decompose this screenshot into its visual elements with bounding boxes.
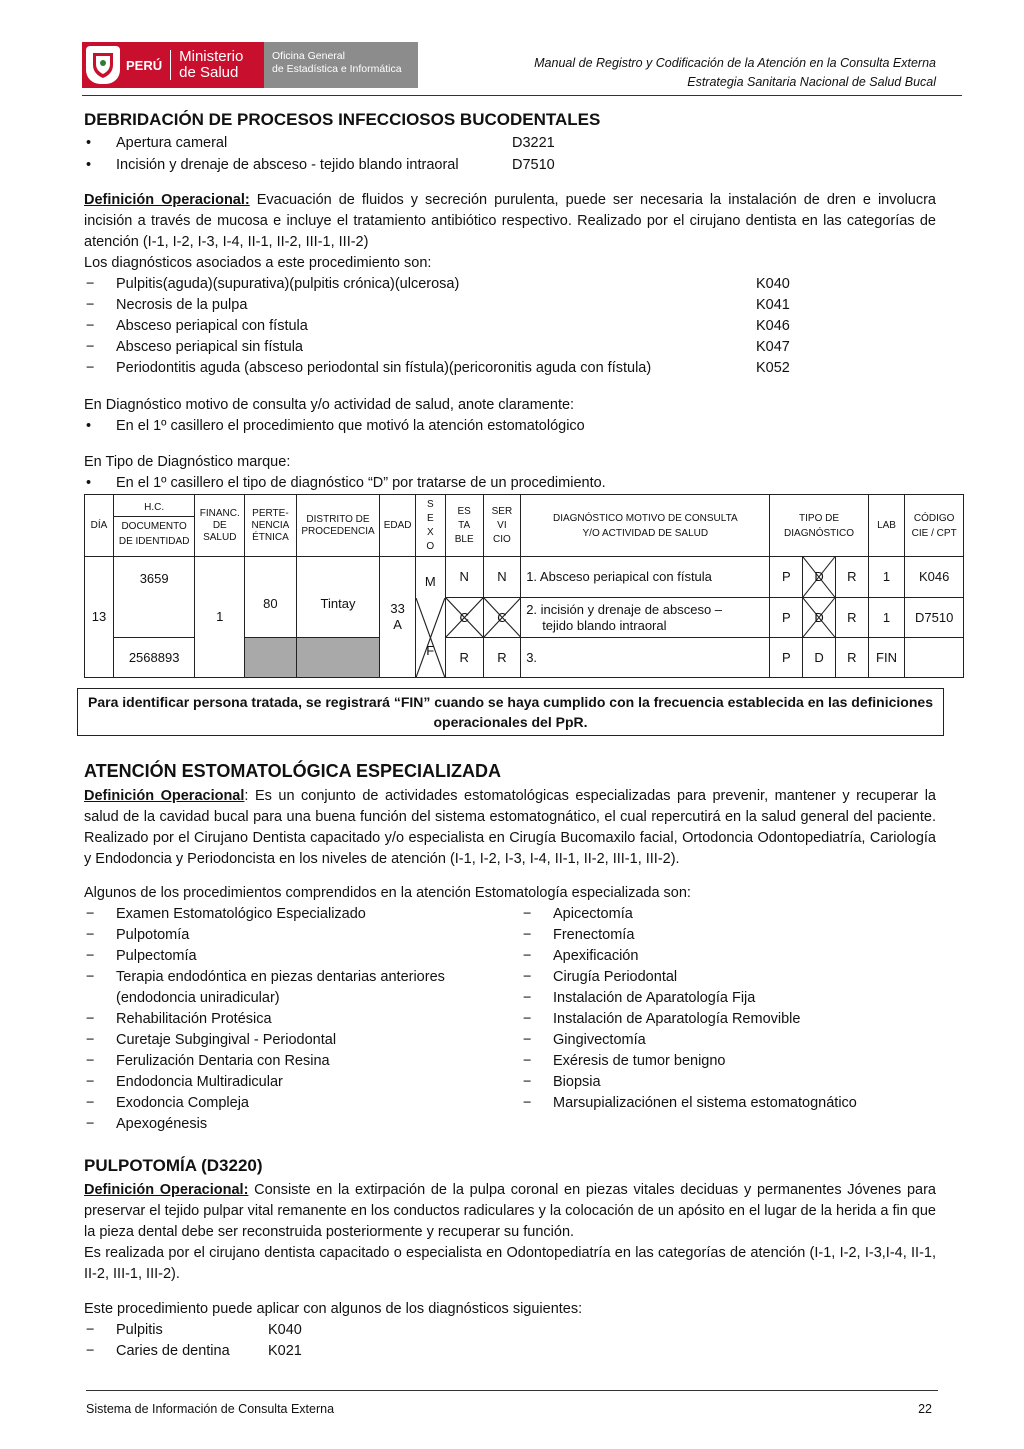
procedure-list-label: (endodoncia uniradicular) xyxy=(116,990,280,1006)
cell-hc: 3659 xyxy=(113,557,194,638)
pulpotomia-diag-intro: Este procedimiento puede aplicar con algunos de los diagnósticos siguientes: xyxy=(84,1301,583,1317)
definition-text: Consiste en la extirpación de la pulpa coronal en piezas vitales deciduas y permanentes Jóvenes para preservar el tejido pulpar vital remanente en los conductos radiculares y la colocación de un apósito en el lugar de la herida a fin que la pieza dental debe ser reconstruida posteriormente y recuperar su función. xyxy=(84,1182,936,1240)
cell-codigo: K046 xyxy=(905,557,964,598)
dash-bullet-icon: − xyxy=(523,1011,532,1027)
cell-dia: 13 xyxy=(85,557,114,678)
procedure-list-label: Apicectomía xyxy=(553,906,633,922)
dash-bullet-icon: − xyxy=(523,1095,532,1111)
procedure-list-label: Endodoncia Multiradicular xyxy=(116,1074,283,1090)
th-servicio: SER VI CIO xyxy=(483,495,521,557)
bullet-icon: • xyxy=(86,157,92,173)
th-sexo: S E X O xyxy=(415,495,445,557)
header-title xyxy=(534,54,936,92)
section-heading-debridacion: DEBRIDACIÓN DE PROCESOS INFECCIOSOS BUCODENTALES xyxy=(84,110,601,129)
definition-paragraph-2 xyxy=(84,786,936,870)
procedure-code: D3221 xyxy=(512,135,555,151)
procedure-list-item xyxy=(86,925,506,946)
procedure-list-label: Rehabilitación Protésica xyxy=(116,1011,272,1027)
procedure-list-label: Ferulización Dentaria con Resina xyxy=(116,1053,330,1069)
dash-bullet-icon: − xyxy=(86,1095,95,1111)
definition-paragraph-3 xyxy=(84,1180,936,1243)
procedure-list-item xyxy=(523,1072,943,1093)
procedure-list-item xyxy=(86,1114,506,1135)
cell-tipo-r: R xyxy=(835,557,868,598)
procedure-list-item xyxy=(523,1030,943,1051)
procedure-list-item xyxy=(86,1030,506,1051)
procedure-list-label: Instalación de Aparatología Removible xyxy=(553,1011,801,1027)
dash-bullet-icon: − xyxy=(523,969,532,985)
page-number: 22 xyxy=(918,1402,932,1416)
procedure-list-item xyxy=(86,946,506,967)
procedure-list-item xyxy=(523,1093,943,1114)
dash-bullet-icon: − xyxy=(523,927,532,943)
cell-distrito: Tintay xyxy=(296,557,380,638)
cell-distrito-shaded xyxy=(296,638,380,678)
th-tipo: TIPO DE DIAGNÓSTICO xyxy=(770,495,868,557)
th-distrito: DISTRITO DE PROCEDENCIA xyxy=(296,495,380,557)
dash-bullet-icon: − xyxy=(86,1074,95,1090)
dash-bullet-icon: − xyxy=(523,906,532,922)
procedure-list-item xyxy=(523,1009,943,1030)
procedure-code: D7510 xyxy=(512,157,555,173)
cell-diagnostico: 1. Absceso periapical con fístula xyxy=(521,557,770,598)
procedure-list-label: Biopsia xyxy=(553,1074,601,1090)
cell-tipo-r: R xyxy=(835,598,868,638)
cell-lab: 1 xyxy=(868,557,905,598)
procedure-list-item xyxy=(86,967,506,988)
bullet-icon: • xyxy=(86,475,92,491)
cell-estable: N xyxy=(445,557,483,598)
logo-peru: PERÚ xyxy=(126,57,163,73)
cell-sexo-f: F xyxy=(415,598,445,678)
procedure-list-item xyxy=(523,904,943,925)
cell-codigo: D7510 xyxy=(905,598,964,638)
logo-oficina-2: de Estadística e Informática xyxy=(272,63,402,75)
dash-bullet-icon: − xyxy=(86,1011,95,1027)
cell-etnia-shaded xyxy=(245,638,296,678)
procedure-list-label: Cirugía Periodontal xyxy=(553,969,678,985)
header-rule xyxy=(82,95,962,96)
th-edad: EDAD xyxy=(380,495,415,557)
logo-red-block xyxy=(82,42,264,88)
th-diagnostico: DIAGNÓSTICO MOTIVO DE CONSULTA Y/O ACTIVIDAD DE SALUD xyxy=(521,495,770,557)
cell-edad: 33 A xyxy=(380,557,415,678)
header-title-line-1: Manual de Registro y Codificación de la Atención en la Consulta Externa xyxy=(534,56,936,70)
dash-bullet-icon: − xyxy=(86,969,95,985)
logo-de-salud: de Salud xyxy=(179,64,239,81)
dash-bullet-icon: − xyxy=(86,1116,95,1132)
dash-bullet-icon: − xyxy=(86,906,95,922)
procedures-list-right xyxy=(523,904,943,1114)
procedure-list-item xyxy=(523,946,943,967)
cell-lab: 1 xyxy=(868,598,905,638)
procedure-list-label: Frenectomía xyxy=(553,927,635,943)
dash-bullet-icon: − xyxy=(523,990,532,1006)
definition-text: Evacuación de fluidos y secreción purulenta, puede ser necesaria la instalación de dren e involucra incisión a través de mucosa e incluye el tratamiento antibiótico respectivo. Realizado por el cirujano dentista en las categorías de atención (I-1, I-2, I-3, I-4, II-1, II-2, III-1, III-2) xyxy=(84,192,936,250)
section-heading-pulpotomia: PULPOTOMÍA (D3220) xyxy=(84,1156,263,1175)
dash-bullet-icon: − xyxy=(86,1053,95,1069)
cell-sexo-m: M xyxy=(415,557,445,598)
cell-tipo-d: D xyxy=(803,557,836,598)
dash-bullet-icon: − xyxy=(86,1032,95,1048)
cell-lab: FIN xyxy=(868,638,905,678)
th-codigo: CÓDIGO CIE / CPT xyxy=(905,495,964,557)
cell-diagnostico: 2. incisión y drenaje de absceso – tejido blando intraoral xyxy=(521,598,770,638)
dash-bullet-icon: − xyxy=(523,1053,532,1069)
cell-tipo-d: D xyxy=(803,598,836,638)
procedure-label: Incisión y drenaje de absceso - tejido blando intraoral xyxy=(116,157,459,173)
cell-documento: 2568893 xyxy=(113,638,194,678)
cell-estable: R xyxy=(445,638,483,678)
cross-mark-icon xyxy=(416,598,445,678)
header-title-line-2: Estrategia Sanitaria Nacional de Salud Bucal xyxy=(687,75,936,89)
procedure-list-label: Pulpectomía xyxy=(116,948,197,964)
procedure-list-label: Examen Estomatológico Especializado xyxy=(116,906,366,922)
tipo-intro: En Tipo de Diagnóstico marque: xyxy=(84,454,291,470)
dash-bullet-icon: − xyxy=(86,927,95,943)
procedure-list-label: Exodoncia Compleja xyxy=(116,1095,249,1111)
procedure-list-label: Instalación de Aparatología Fija xyxy=(553,990,756,1006)
procedure-list-label: Curetaje Subgingival - Periodontal xyxy=(116,1032,337,1048)
procedure-list-label: Terapia endodóntica en piezas dentarias anteriores xyxy=(116,969,445,985)
procedure-list-label: Gingivectomía xyxy=(553,1032,646,1048)
cell-tipo-p: P xyxy=(770,557,803,598)
cell-etnia: 80 xyxy=(245,557,296,638)
th-etnia: PERTE-NENCIA ÉTNICA xyxy=(245,495,296,557)
th-dia: DÍA xyxy=(85,495,114,557)
logo-ministerio: Ministerio xyxy=(179,48,244,65)
cell-tipo-p: P xyxy=(770,638,803,678)
logo-oficina-1: Oficina General xyxy=(272,50,345,62)
footer-system-name: Sistema de Información de Consulta Externa xyxy=(86,1402,335,1416)
dash-bullet-icon: − xyxy=(523,1074,532,1090)
registration-table xyxy=(84,494,964,678)
cell-financ: 1 xyxy=(195,557,245,678)
procedure-label: Apertura cameral xyxy=(116,135,228,151)
definition-text: : Es un conjunto de actividades estomatológicas especializadas para prevenir, mantener y recuperar la salud de la cavidad bucal para una buena función del sistema estomatognático, el cual repercutirá en la salud general del paciente. Realizado por el Cirujano Dentista capacitado y/o especialista en Cirugía Bucomaxilo facial, Ortodoncia Odontopediatría, Cariología y Endodoncia y Periodoncista en los niveles de atención (I-1, I-2, I-3, I-4, II-1, II-2, III-1, III-2). xyxy=(84,788,936,867)
procedures-list-left xyxy=(86,904,506,1135)
procedure-list-item xyxy=(86,1009,506,1030)
dash-bullet-icon: − xyxy=(523,948,532,964)
procedure-list-label: Exéresis de tumor benigno xyxy=(553,1053,726,1069)
diagnoses-intro: Los diagnósticos asociados a este procedimiento son: xyxy=(84,255,432,271)
procedure-list-label: Apexogénesis xyxy=(116,1116,208,1132)
pulpotomia-paragraph-2: Es realizada por el cirujano dentista capacitado o especialista en Odontopediatría en las categorías de atención (I-1, I-2, I-3,I-4, II-1, II-2, III-1, III-2). xyxy=(84,1245,936,1282)
cell-diagnostico: 3. xyxy=(521,638,770,678)
procedure-list-item xyxy=(523,967,943,988)
table-header-row xyxy=(85,495,964,557)
cell-servicio: C xyxy=(483,598,521,638)
section-heading-atencion: ATENCIÓN ESTOMATOLÓGICA ESPECIALIZADA xyxy=(84,761,502,781)
peru-shield-icon xyxy=(86,46,120,84)
cell-servicio: R xyxy=(483,638,521,678)
motivo-intro: En Diagnóstico motivo de consulta y/o actividad de salud, anote claramente: xyxy=(84,397,575,413)
ministry-logo xyxy=(82,42,418,88)
table-row xyxy=(85,557,964,598)
procedure-list-item xyxy=(86,1072,506,1093)
procedure-list-item xyxy=(523,925,943,946)
th-estable: ES TA BLE xyxy=(445,495,483,557)
dash-bullet-icon: − xyxy=(86,948,95,964)
cell-tipo-r: R xyxy=(835,638,868,678)
cell-tipo-d: D xyxy=(803,638,836,678)
dash-bullet-icon: − xyxy=(523,1032,532,1048)
th-financ: FINANC. DE SALUD xyxy=(195,495,245,557)
bullet-icon: • xyxy=(86,418,92,434)
procedure-list-label: Pulpotomía xyxy=(116,927,190,943)
th-hc: H.C. DOCUMENTO DE IDENTIDAD xyxy=(113,495,194,557)
cell-codigo xyxy=(905,638,964,678)
procedures-intro: Algunos de los procedimientos comprendidos en la atención Estomatología especializada son: xyxy=(84,885,691,901)
th-lab: LAB xyxy=(868,495,905,557)
procedure-list-item xyxy=(523,1051,943,1072)
procedure-list-item xyxy=(86,904,506,925)
footer-rule xyxy=(86,1390,938,1391)
definition-paragraph-1 xyxy=(84,190,936,253)
definition-label: Definición Operacional: xyxy=(84,192,250,208)
logo-office-block xyxy=(264,42,418,88)
procedure-list-item xyxy=(86,1093,506,1114)
procedure-list-item xyxy=(86,988,506,1009)
procedure-list-item xyxy=(86,1051,506,1072)
procedure-list-label: Apexificación xyxy=(553,948,639,964)
procedure-list-item xyxy=(523,988,943,1009)
fin-note-box: Para identificar persona tratada, se registrará “FIN” cuando se haya cumplido con la frecuencia establecida en las definiciones operacionales del PpR. xyxy=(77,688,944,736)
bullet-icon: • xyxy=(86,135,92,151)
procedure-list-label: Marsupializaciónen el sistema estomatognático xyxy=(553,1095,857,1111)
cell-tipo-p: P xyxy=(770,598,803,638)
cell-estable: C xyxy=(445,598,483,638)
definition-label: Definición Operacional: xyxy=(84,1182,249,1198)
cell-servicio: N xyxy=(483,557,521,598)
definition-label: Definición Operacional xyxy=(84,788,245,804)
